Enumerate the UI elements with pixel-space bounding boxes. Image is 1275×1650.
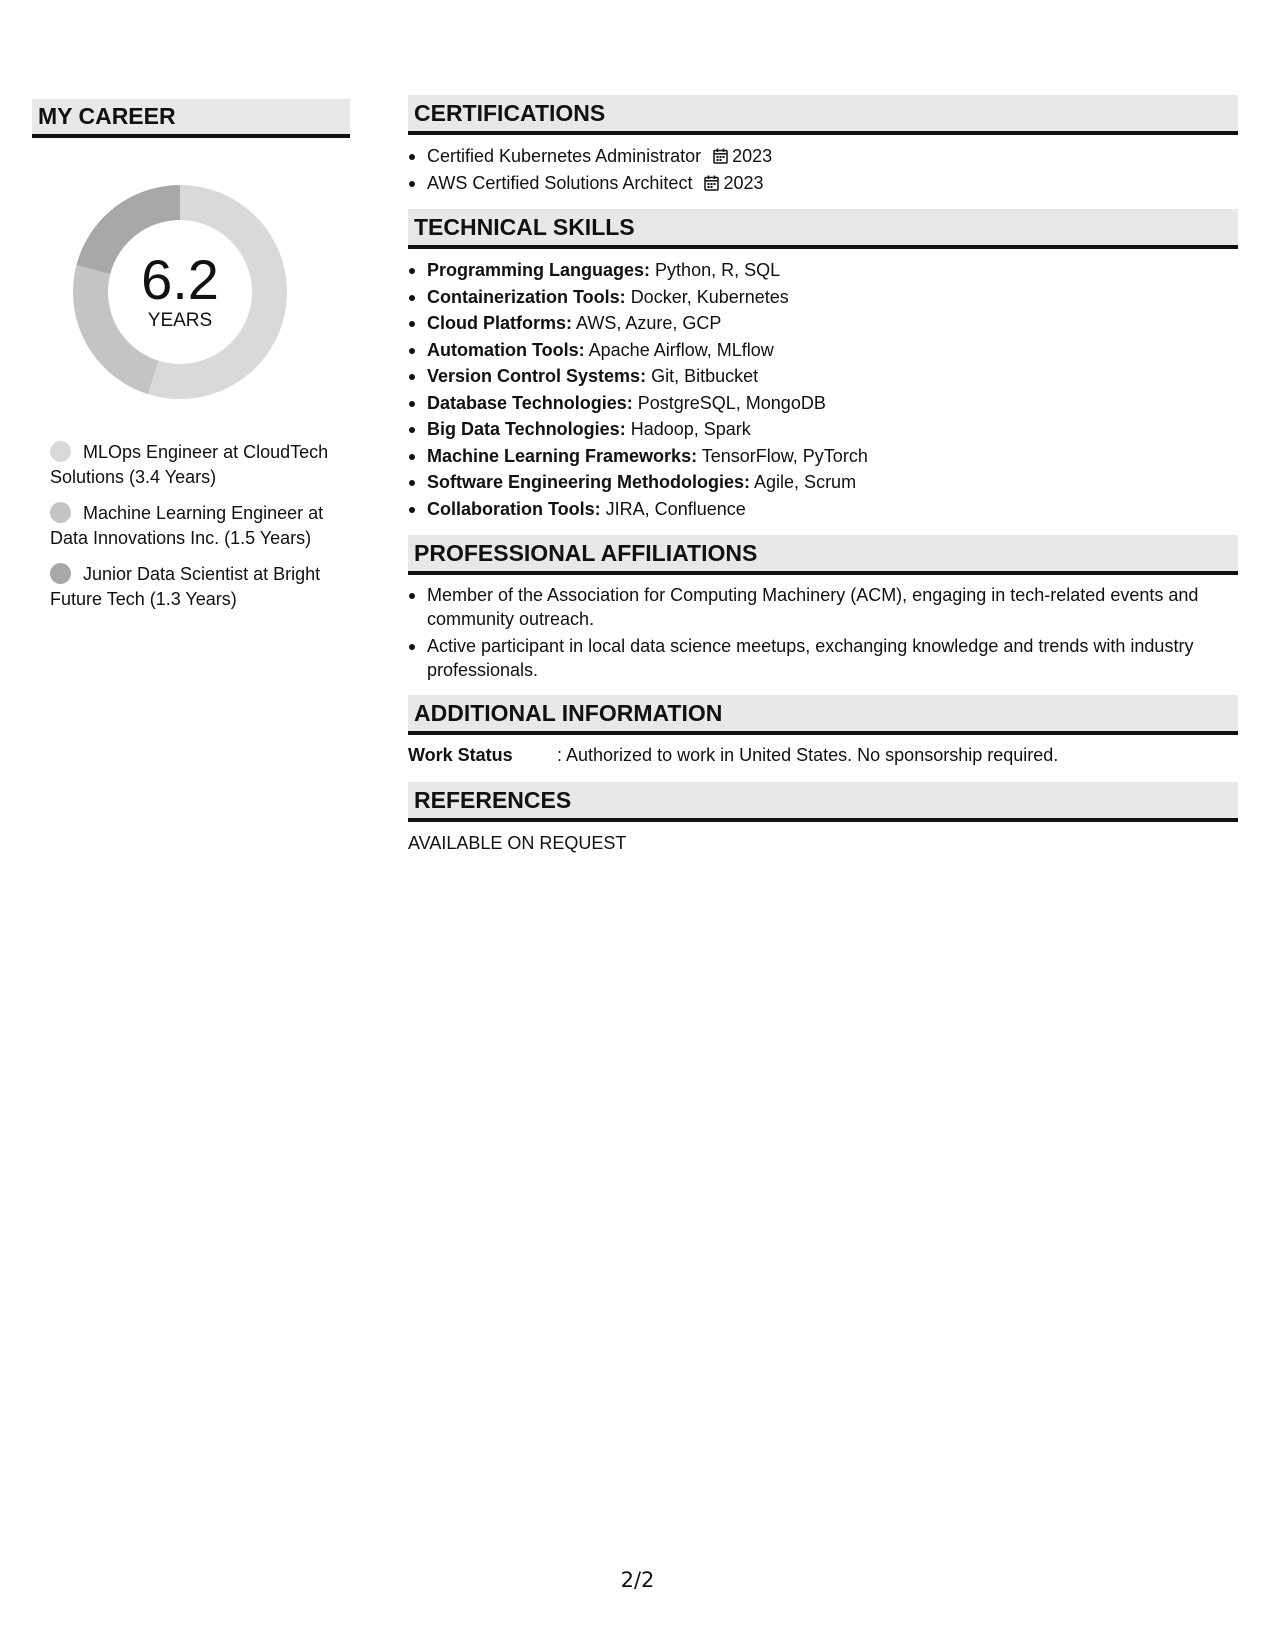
skill-item [408,310,1238,337]
affiliations-list [408,583,1238,682]
skill-category: Automation Tools: [427,339,585,360]
career-legend [32,440,350,611]
skill-category: Cloud Platforms: [427,313,573,333]
legend-dot-icon [50,502,71,523]
skill-item [408,390,1238,417]
skill-values: PostgreSQL, MongoDB [637,392,826,413]
legend-dot-icon [50,441,71,462]
certification-year [713,146,772,166]
legend-dot-icon [50,563,71,584]
skill-values: Python, R, SQL [655,260,781,280]
skill-values: Apache Airflow, MLflow [588,339,774,360]
skills-list [408,257,1238,522]
skill-category: Database Technologies: [427,392,633,413]
main-content [408,95,1238,856]
work-status-label: Work Status [408,745,513,765]
skill-category: Big Data Technologies: [427,419,626,439]
total-years-value: 6.2 [141,248,219,311]
affiliation-item: Active participant in local data science meetups, exchanging knowledge and trends with industry professionals. [408,634,1238,682]
skill-category: Machine Learning Frameworks: [427,445,698,466]
affiliation-item: Member of the Association for Computing Machinery (ACM), engaging in tech-related events and community outreach. [408,583,1238,631]
calendar-icon [704,175,719,191]
skill-item [408,469,1238,496]
skill-item [408,337,1238,364]
skill-category: Version Control Systems: [427,366,647,386]
certification-name: AWS Certified Solutions Architect [427,172,693,193]
career-legend-item [50,440,342,489]
certifications-heading: CERTIFICATIONS [408,95,1238,135]
skill-values: Agile, Scrum [754,472,857,492]
certification-item [408,170,1238,197]
skill-item [408,443,1238,470]
career-heading: MY CAREER [32,99,350,138]
work-status-value: : Authorized to work in United States. No sponsorship required. [557,745,1059,765]
career-donut-chart [66,178,294,406]
skills-heading: TECHNICAL SKILLS [408,209,1238,249]
skill-values: Git, Bitbucket [651,366,759,386]
certification-year-text: 2023 [723,172,764,193]
skill-item [408,416,1238,443]
calendar-icon [713,148,728,164]
page-number: 2/2 [620,1568,655,1592]
career-role-label: MLOps Engineer at CloudTech Solutions (3.4 Years) [50,442,329,487]
skill-category: Collaboration Tools: [427,498,601,519]
certifications-list [408,143,1238,196]
references-heading: REFERENCES [408,782,1238,822]
certification-year-text: 2023 [732,146,773,166]
skill-item [408,363,1238,390]
skill-item [408,496,1238,523]
skill-item [408,257,1238,284]
total-years-unit: YEARS [147,310,213,331]
donut-center [66,178,294,406]
skill-values: Hadoop, Spark [630,419,751,439]
references-text: AVAILABLE ON REQUEST [408,833,627,853]
skill-category: Software Engineering Methodologies: [427,472,751,492]
skill-values: AWS, Azure, GCP [576,313,722,333]
skill-values: JIRA, Confluence [605,498,746,519]
career-legend-item [50,501,342,550]
skill-values: TensorFlow, PyTorch [701,445,868,466]
certification-name: Certified Kubernetes Administrator [427,146,702,166]
skill-category: Programming Languages: [427,260,651,280]
career-role-label: Machine Learning Engineer at Data Innovations Inc. (1.5 Years) [50,503,324,548]
certification-item [408,143,1238,170]
skill-item [408,284,1238,311]
work-status-row [408,742,1238,768]
career-sidebar [32,99,350,623]
career-role-label: Junior Data Scientist at Bright Future Tech (1.3 Years) [50,564,321,609]
certification-year [704,173,763,193]
skill-category: Containerization Tools: [427,286,626,307]
affiliations-heading: PROFESSIONAL AFFILIATIONS [408,535,1238,575]
additional-info-heading: ADDITIONAL INFORMATION [408,695,1238,735]
career-legend-item [50,562,342,611]
skill-values: Docker, Kubernetes [630,286,789,307]
